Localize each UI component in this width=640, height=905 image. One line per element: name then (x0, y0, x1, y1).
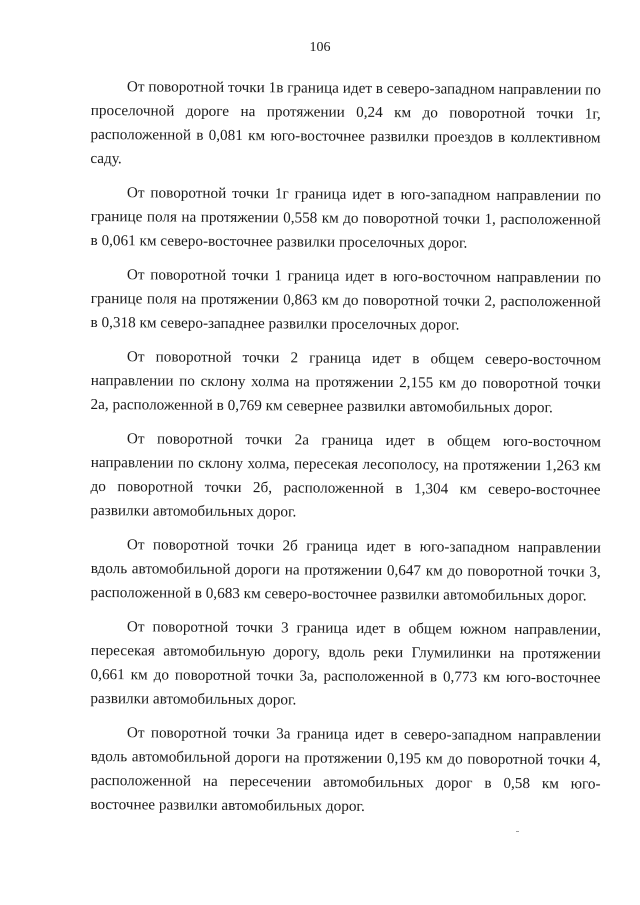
paragraph: От поворотной точки 2 граница идет в общем северо-восточном направлении по склону холма на протяжении 2,155 км до поворотной точки 2а, расположенной в 0,769 км севернее развилки автомобильных дорог. (90, 348, 601, 417)
paragraph: От поворотной точки 1 граница идет в юго-восточном направлении по границе поля на протяжении 0,863 км до поворотной точки 2, расположенной в 0,318 км северо-западнее развилки проселочных дорог. (90, 266, 601, 334)
page-number: 106 (309, 40, 331, 55)
paragraph: От поворотной точки 3а граница идет в северо-западном направлении вдоль автомобильной дороги на протяжении 0,195 км до поворотной точки 4, расположенной на пересечении автомобильных дорог в 0,58 км юго-восточнее развилки автомобильных дорог. (90, 724, 601, 815)
document-body (91, 75, 601, 827)
paragraph: От поворотной точки 2а граница идет в общем юго-восточном направлении по склону холма, пересекая лесополосу, на протяжении 1,263 км до поворотной точки 2б, расположенной в 1,304 км северо-восточнее развилки автомобильных дорог. (90, 430, 601, 521)
paragraph: От поворотной точки 2б граница идет в юго-западном направлении вдоль автомобильной дороги на протяжении 0,647 км до поворотной точки 3, расположенной в 0,683 км северо-восточнее развилки автомобильных дорог. (90, 536, 601, 605)
paragraph: От поворотной точки 3 граница идет в общем южном направлении, пересекая автомобильную дорогу, вдоль реки Глумилинки на протяжении 0,661 км до поворотной точки 3а, расположенной в 0,773 км юго-восточнее развилки автомобильных дорог. (90, 618, 601, 709)
paragraph: От поворотной точки 1г граница идет в юго-западном направлении по границе поля на протяжении 0,558 км до поворотной точки 1, расположенной в 0,061 км северо-восточнее развилки проселочных дорог. (90, 184, 601, 252)
paragraph: От поворотной точки 1в граница идет в северо-западном направлении по проселочной дороге на протяжении 0,24 км до поворотной точки 1г, расположенной в 0,081 км юго-восточнее развилки проездов в коллективном саду. (90, 78, 601, 168)
scan-speck (516, 831, 519, 832)
